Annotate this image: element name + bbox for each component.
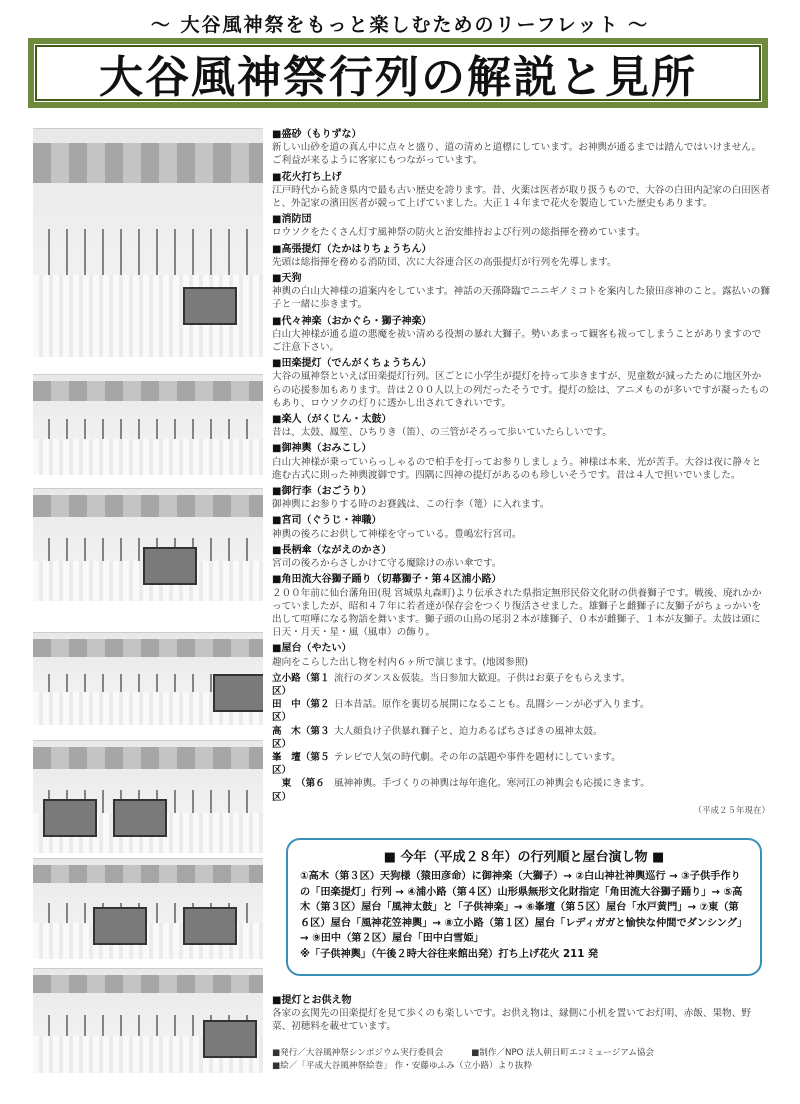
credits: [272, 1047, 770, 1073]
entry-hanabi: ■花火打ち上げ 江戸時代から続き県内で最も古い歴史を誇ります。昔、火薬は医者が取り扱うもので、大谷の白田内記家の白田医者と、外記家の濱田医者が競って上げていました。大正１４年まで花火を製造していた歴史もあります。: [272, 171, 770, 210]
entry-ogouri: ■御行李（おごうり） 御神輿にお参りする時のお賽銭は、この行李（篭）に入れます。: [272, 486, 550, 511]
illustration-procession-6: [33, 858, 263, 959]
illustration-procession-1: [33, 128, 263, 357]
illustration-procession-2: [33, 374, 263, 475]
entry-shobodan: ■消防団 ロウソクをたくさん灯す風神祭の防火と治安維持および行列の総指揮を務めています。: [272, 214, 646, 239]
entry-chochin-osonaemono: ■提灯とお供え物 各家の玄関先の田楽提灯を見て歩くのも楽しいです。お供え物は、縁側に小机を置いてお灯明、赤飯、果物、野菜、初穂料を載せています。: [272, 995, 751, 1033]
credit-illustration: ■絵／「平成大谷風神祭絵巻」 作・安藤ゆふみ（立小路）より抜粋: [272, 1061, 533, 1071]
credit-producer: ■制作／NPO 法人朝日町エコミュージアム協会: [471, 1048, 655, 1058]
entry-dengaku-chochin: ■田楽提灯（でんがくちょうちん） 大谷の風神祭といえば田楽提灯行列。区ごとに小学生が提灯を持って歩きますが、児童数が減ったために地区外からの応援参加もあります。昔は２００人以上の列だったそうです。提灯の絵は、アニメものが多いですが凝ったものもあり、ロウソクの灯りに透かし出されてきれいです。: [272, 358, 769, 409]
credit-publisher: ■発行／大谷風神祭シンポジウム実行委員会: [272, 1048, 444, 1058]
schedule-body: ①高木（第３区）天狗様（猿田彦命）に御神楽（大獅子）→ ②白山神社神輿巡行 → ③子供手作りの「田楽提灯」行列 → ④浦小路（第４区）山形県無形文化財指定「角田流大谷獅子踊り」→ ⑤高木（第３区）屋台「風神太鼓」と「子供神楽」→ ⑥峯壇（第５区）屋台「水戸黄門」→ ⑦東（第６区）屋台「風神花笠神輿」→ ⑧立小路（第１区）屋台「レディガガと愉快な仲間でダンシング」→ ⑨田中（第２区）屋台「田中白雪姫」: [300, 871, 748, 944]
entry-gakujin: ■楽人（がくじん・太鼓） 昔は、太鼓、鳳笙、ひちりき（笛）、の三管がそろって歩いていたらしいです。: [272, 414, 612, 439]
yatai-row: 立小路（第１区） 流行のダンス＆仮装。当日参加大歓迎。子供はお菓子をもらえます。: [272, 672, 631, 697]
illustration-procession-4: [33, 632, 263, 725]
yatai-list: [272, 672, 770, 804]
illustration-procession-7: [33, 968, 263, 1073]
schedule-footer: ※「子供神輿」（午後２時大谷往来館出発）打ち上げ花火 211 発: [300, 948, 599, 960]
illustration-procession-3: [33, 488, 263, 601]
entry-takahari-chochin: ■高張提灯（たかはりちょうちん） 先頭は総指揮を務める消防団、次に大谷連合区の高張提灯が行列を先導します。: [272, 243, 617, 268]
page-title: 大谷風神祭行列の解説と見所: [99, 52, 697, 103]
entry-guji: ■宮司（ぐうじ・神職） 神輿の後ろにお供して神様を守っている。豊嶋宏行宮司。: [272, 515, 522, 540]
entry-morizuna: ■盛砂（もりずな） 新しい山砂を道の真ん中に点々と盛り、道の清めと道標にしています。お神輿が通るまでは踏んではいけません。ご利益が来るように客家にもつながっています。: [272, 129, 762, 167]
procession-descriptions: [272, 128, 770, 818]
schedule-title: ■ 今年（平成２８年）の行列順と屋台演し物 ■: [383, 850, 665, 865]
yatai-row: 峯 壇（第５区） テレビで人気の時代劇。その年の話題や事件を題材にしています。: [272, 751, 621, 777]
leaflet-subtitle: 〜 大谷風神祭をもっと楽しむためのリーフレット 〜: [150, 14, 650, 36]
illustration-procession-5: [33, 740, 263, 853]
entry-tengu: ■天狗 神輿の白山大神様の道案内をしています。神話の天孫降臨でニニギノミコトを案内した猿田彦神のこと。露払いの獅子と一緒に歩きます。: [272, 273, 770, 311]
entry-nagae-no-kasa: ■長柄傘（ながえのかさ） 宮司の後ろからさしかけて守る魔除けの赤い傘です。: [272, 544, 502, 570]
yatai-note: （平成２５年現在）: [693, 805, 770, 816]
yatai-row: 高 木（第３区） 大人顔負け子供暴れ獅子と、迫力あるばちさばきの風神太鼓。: [272, 725, 603, 750]
this-year-schedule-box: [286, 838, 762, 976]
yatai-row: 東 （第６区） 風神神輿。手づくりの神輿は毎年進化。寒河江の神輿会も応援にきます。: [272, 778, 650, 803]
title-frame: [28, 38, 768, 108]
entry-omikoshi: ■御神輿（おみこし） 白山大神様が乗っていらっしゃるので柏手を打ってお参りしましょう。神様は本来、光が苦手。大谷は夜に静々と進む古式に則った神輿渡御です。四隅に四神の提灯があるのも珍しいそうです。昔は４人で担いでいました。: [272, 443, 762, 481]
entry-daidai-kagura: ■代々神楽（おかぐら・獅子神楽） 白山大神様が通る道の悪魔を祓い清める役割の暴れ大獅子。勢いあまって観客も祓ってしまうことがありますのでご注意下さい。: [272, 315, 762, 354]
entry-shishi-odori: ■角田流大谷獅子踊り（切幕獅子・第４区浦小路） ２００年前に仙台藩角田(現 宮城県丸森町)より伝承された県指定無形民俗文化財の供養獅子です。戦後、廃れかかっていましたが、昭和４７年に若者達が保存会をつくり復活させました。雄獅子と雌獅子に友獅子がちょっかいを出して喧嘩になる物語を舞います。獅子頭の山鳥の尾羽２本が雄獅子、０本が雌獅子、１本が友獅子。太鼓は頭に日天・月天・星・風（風車）の飾り。: [272, 574, 762, 639]
entry-yatai: ■屋台（やたい） 趣向をこらした出し物を村内６ヶ所で演じます。(地図参照): [272, 643, 529, 668]
yatai-row: 田 中（第２区） 日本昔話。原作を裏切る展開になることも。乱闘シーンが必ず入ります。: [272, 699, 650, 724]
